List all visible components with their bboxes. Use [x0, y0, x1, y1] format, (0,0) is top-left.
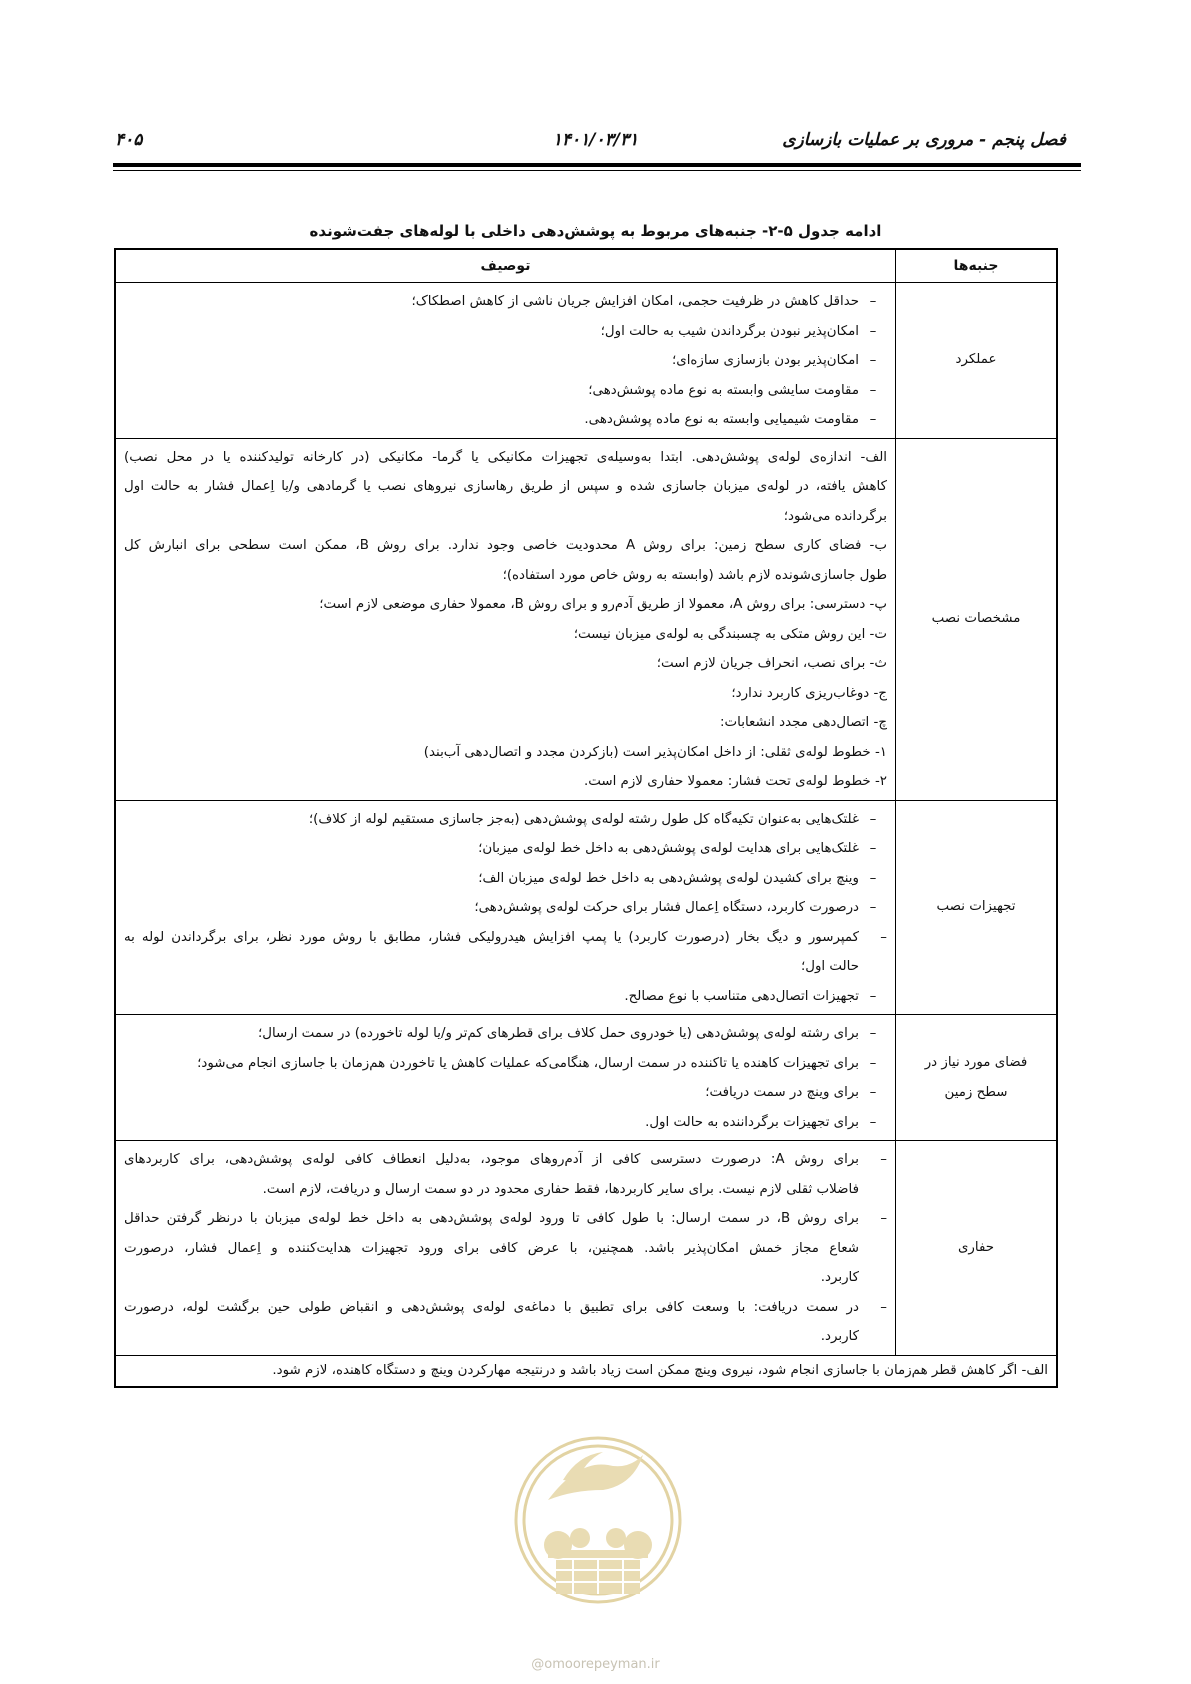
table-row	[115, 1141, 1057, 1356]
description-text: کمپرسور و دیگ بخار (درصورت کاربرد) یا پمپ افزایش هیدرولیکی فشار، مطابق با روش مورد نظر، برای برگرداندن لوله به	[124, 929, 859, 945]
description-line	[124, 982, 887, 1012]
column-header-aspects: جنبه‌ها	[896, 249, 1058, 283]
dash-bullet: –	[869, 294, 877, 309]
description-line	[124, 1078, 887, 1108]
description-line	[124, 834, 887, 864]
table-row	[115, 438, 1057, 800]
dash-bullet: –	[880, 1152, 887, 1167]
description-text: ث- برای نصب، انحراف جریان لازم است؛	[656, 656, 887, 671]
description-text: حالت اول؛	[800, 959, 859, 974]
aspect-cell: عملکرد	[896, 283, 1058, 439]
description-line	[124, 472, 887, 502]
dash-bullet: –	[869, 900, 877, 915]
description-line	[124, 531, 887, 561]
description-line	[124, 443, 887, 473]
description-cell	[115, 283, 896, 439]
table-caption: ادامه جدول ۵-۲- جنبه‌های مربوط به پوشش‌دهی داخلی با لوله‌های جفت‌شونده	[309, 222, 882, 240]
description-line	[124, 590, 887, 620]
description-text: برای رشته لوله‌ی پوشش‌دهی (یا خودروی حمل کلاف برای قطرهای کم‌تر و/یا لوله تاخورده) در سمت ارسال؛	[257, 1026, 859, 1041]
description-line	[124, 708, 887, 738]
description-text: ۲- خطوط لوله‌ی تحت فشار: معمولا حفاری لازم است.	[583, 774, 887, 789]
description-line	[124, 679, 887, 709]
aspect-label-line: فضای مورد نیاز در	[924, 1054, 1028, 1070]
header-rule-thin	[113, 170, 1081, 171]
description-text: ت- این روش متکی به چسبندگی به لوله‌ی میزبان نیست؛	[573, 626, 887, 642]
column-header-description: توصیف	[115, 249, 896, 283]
description-line	[124, 649, 887, 679]
description-line	[124, 864, 887, 894]
description-line	[124, 1049, 887, 1079]
description-text: پ- دسترسی: برای روش A، معمولا از طریق آدم‌رو و برای روش B، معمولا حفاری موضعی لازم است؛	[319, 597, 887, 612]
description-text: امکان‌پذیر بودن بازسازی سازه‌ای؛	[671, 353, 859, 368]
description-line	[124, 1263, 887, 1293]
table-row	[115, 800, 1057, 1015]
description-text: امکان‌پذیر نبودن برگرداندن شیب به حالت اول؛	[600, 323, 859, 339]
dash-bullet: –	[869, 412, 877, 427]
dash-bullet: –	[869, 988, 877, 1004]
description-text: مقاومت شیمیایی وابسته به نوع ماده پوشش‌دهی.	[584, 412, 859, 427]
description-text: کاهش یافته، در لوله‌ی میزبان جاسازی شده و سپس از طریق رهاسازی نیروهای نصب یا گرمادهی و/یا اِعمال فشار به حالت اول	[124, 479, 887, 494]
description-line	[124, 317, 887, 347]
description-line	[124, 1234, 887, 1264]
page-number: ۴۰۵	[115, 130, 143, 150]
description-line	[124, 405, 887, 435]
description-text: طول جاسازی‌شونده لازم باشد (وابسته به روش خاص مورد استفاده)؛	[502, 567, 887, 583]
description-text: برای روش B، در سمت ارسال: با طول کافی تا ورود لوله‌ی پوشش‌دهی به داخل خط لوله‌ی میزبان با درنظر گرفتن حداقل	[124, 1211, 860, 1226]
description-line	[124, 805, 887, 835]
description-text: چ- اتصال‌دهی مجدد انشعابات:	[720, 715, 887, 730]
dash-bullet: –	[869, 841, 877, 856]
aspect-cell: حفاری	[896, 1141, 1058, 1356]
description-text: برای روش A: درصورت دسترسی کافی از آدم‌روهای موجود، به‌دلیل انعطاف کافی لوله‌ی پوشش‌دهی، برای کاربردهای	[124, 1152, 859, 1167]
description-text: شعاع مجاز خمش امکان‌پذیر باشد. همچنین، با عرض کافی برای ورود تجهیزات هدایت‌کننده و اِعمال فشار، درصورت	[124, 1240, 859, 1256]
description-cell	[115, 800, 896, 1015]
aspect-label-line: سطح زمین	[944, 1084, 1008, 1100]
description-line	[124, 1293, 887, 1323]
footnote-row	[115, 1355, 1057, 1387]
table-header-row	[115, 249, 1057, 283]
description-text: برگردانده می‌شود؛	[783, 508, 887, 524]
description-text: ۱- خطوط لوله‌ی ثقلی: از داخل امکان‌پذیر است (بازکردن مجدد و اتصال‌دهی آب‌بند)	[423, 744, 887, 760]
description-line	[124, 923, 887, 953]
aspect-cell: تجهیزات نصب	[896, 800, 1058, 1015]
aspect-cell: مشخصات نصب	[896, 438, 1058, 800]
header-rule-thick	[113, 163, 1081, 167]
description-text: در سمت دریافت: با وسعت کافی برای تطبیق با دماغه‌ی لوله‌ی پوشش‌دهی و انقباض طولی حین برگشت لوله، درصورت	[124, 1299, 859, 1315]
description-line	[124, 1108, 887, 1138]
header-date: ۱۴۰۱/۰۳/۳۱	[552, 130, 639, 150]
publisher-logo-watermark	[508, 1410, 688, 1640]
description-line	[124, 346, 887, 376]
table-row	[115, 283, 1057, 439]
dash-bullet: –	[880, 1299, 887, 1315]
description-line	[124, 287, 887, 317]
dash-bullet: –	[869, 1114, 877, 1130]
dash-bullet: –	[880, 1211, 888, 1226]
description-text: غلتک‌هایی به‌عنوان تکیه‌گاه کل طول رشته لوله‌ی پوشش‌دهی (به‌جز جاسازی مستقیم لوله از کلاف)؛	[308, 811, 859, 827]
description-cell	[115, 1015, 896, 1141]
description-text: غلتک‌هایی برای هدایت لوله‌ی پوشش‌دهی به داخل خط لوله‌ی میزبان؛	[478, 841, 859, 856]
description-text: ج- دوغاب‌ریزی کاربرد ندارد؛	[731, 685, 887, 701]
aspects-table	[114, 248, 1058, 1388]
description-line	[124, 738, 887, 768]
description-line	[124, 1175, 887, 1205]
dash-bullet: –	[880, 929, 887, 945]
table-row	[115, 1015, 1057, 1141]
description-text: کاربرد.	[820, 1329, 859, 1344]
dash-bullet: –	[869, 1055, 877, 1071]
description-line	[124, 502, 887, 532]
table-footnote: الف- اگر کاهش قطر هم‌زمان با جاسازی انجام شود، نیروی وینچ ممکن است زیاد باشد و درنتیجه مهارکردن وینچ و دستگاه کاهنده، لازم شود.	[115, 1355, 1057, 1387]
dash-bullet: –	[869, 811, 877, 827]
description-line	[124, 767, 887, 797]
description-line	[124, 620, 887, 650]
dash-bullet: –	[869, 323, 877, 339]
description-text: فاضلاب ثقلی لازم نیست. برای سایر کاربردها، فقط حفاری محدود در دو سمت ارسال و دریافت، لازم است.	[262, 1181, 859, 1197]
description-text: حداقل کاهش در ظرفیت حجمی، امکان افزایش جریان ناشی از کاهش اصطکاک؛	[411, 294, 859, 309]
logo-website: @omoorepeyman.ir	[531, 1657, 660, 1672]
description-cell	[115, 1141, 896, 1356]
dash-bullet: –	[869, 870, 877, 886]
description-text: برای تجهیزات برگرداننده به حالت اول.	[645, 1114, 859, 1130]
description-line	[124, 1322, 887, 1352]
description-text: برای وینچ در سمت دریافت؛	[705, 1085, 859, 1100]
description-line	[124, 561, 887, 591]
description-text: ب- فضای کاری سطح زمین: برای روش A محدودیت خاصی وجود ندارد. برای روش B، ممکن است سطحی برای انبارش کل	[124, 538, 887, 553]
description-cell	[115, 438, 896, 800]
description-text: درصورت کاربرد، دستگاه اِعمال فشار برای حرکت لوله‌ی پوشش‌دهی؛	[474, 900, 859, 915]
aspect-cell	[896, 1015, 1058, 1141]
dash-bullet: –	[869, 1085, 877, 1100]
description-line	[124, 1204, 887, 1234]
dash-bullet: –	[869, 1026, 877, 1041]
description-text: برای تجهیزات کاهنده یا تاکننده در سمت ارسال، هنگامی‌که عملیات کاهش یا تاخوردن هم‌زمان با جاسازی انجام می‌شود؛	[197, 1055, 859, 1071]
description-text: الف- اندازه‌ی لوله‌ی پوشش‌دهی. ابتدا به‌وسیله‌ی تجهیزات مکانیکی یا گرما- مکانیکی (در کارخانه تولیدکننده یا در محل نصب)	[124, 449, 887, 465]
chapter-title: فصل پنجم - مروری بر عملیات بازسازی	[782, 130, 1066, 150]
description-text: کاربرد.	[820, 1270, 859, 1285]
description-line	[124, 376, 887, 406]
description-text: وینچ برای کشیدن لوله‌ی پوشش‌دهی به داخل خط لوله‌ی میزبان الف؛	[478, 870, 859, 886]
description-text: مقاومت سایشی وابسته به نوع ماده پوشش‌دهی؛	[588, 382, 859, 398]
description-line	[124, 952, 887, 982]
description-text: تجهیزات اتصال‌دهی متناسب با نوع مصالح.	[624, 988, 859, 1004]
description-line	[124, 1145, 887, 1175]
description-line	[124, 1019, 887, 1049]
description-line	[124, 893, 887, 923]
dash-bullet: –	[869, 382, 877, 398]
dash-bullet: –	[869, 353, 877, 368]
